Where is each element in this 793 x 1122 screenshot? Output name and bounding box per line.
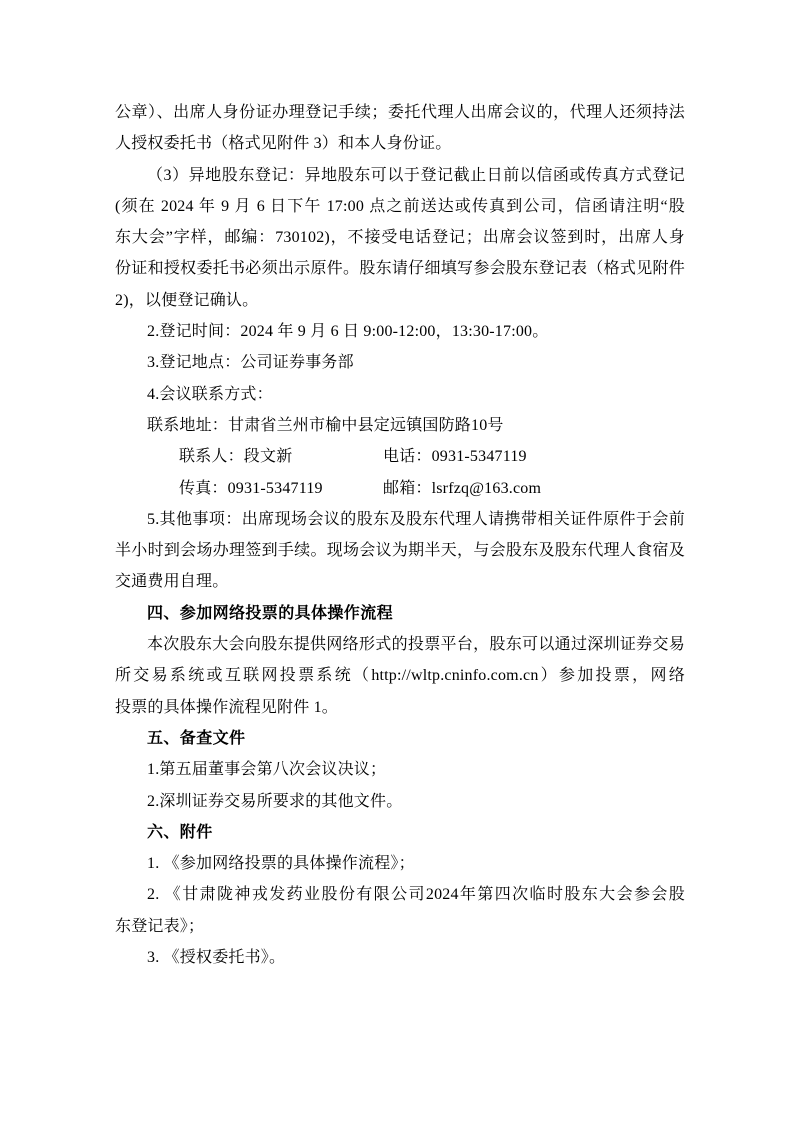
text-line: 1. 《参加网络投票的具体操作流程》；	[147, 855, 415, 873]
text-line: 3.登记地点：公司证券事务部	[147, 354, 354, 372]
text-line	[115, 441, 685, 472]
text-line	[115, 473, 685, 504]
text-line: 1.第五届董事会第八次会议决议；	[147, 761, 387, 779]
section-heading: 六、附件	[147, 823, 213, 841]
contact-field-left: 传真：0931-5347119	[179, 479, 323, 497]
section-heading: 五、备查文件	[147, 729, 246, 747]
text-line: 2.深圳证券交易所要求的其他文件。	[147, 792, 403, 810]
section-heading: 四、参加网络投票的具体操作流程	[147, 604, 394, 622]
contact-field-left: 联系人：段文新	[179, 448, 293, 466]
text-line: 3. 《授权委托书》。	[147, 949, 286, 967]
text-line: （3）异地股东登记：异地股东可以于登记截止日前以信函或传真方式登记	[147, 166, 685, 184]
text-line: 东登记表》；	[115, 917, 205, 935]
text-line: 投票的具体操作流程见附件 1。	[115, 698, 339, 716]
text-line: 公章）、出席人身份证办理登记手续；委托代理人出席会议的，代理人还须持法	[115, 104, 685, 121]
text-line: 东大会”字样，邮编：730102)，不接受电话登记；出席会议签到时，出席人身	[115, 229, 685, 247]
contact-field-right: 电话：0931-5347119	[383, 448, 527, 466]
contact-field-right: 邮箱：lsrfzq@163.com	[383, 479, 542, 497]
text-line: 所交易系统或互联网投票系统（http://wltp.cninfo.com.cn）参加投票，网络	[115, 667, 685, 685]
text-line: (须在 2024 年 9 月 6 日下午 17:00 点之前送达或传真到公司，信函请注明“股	[115, 197, 685, 215]
text-line: 2. 《甘肃陇神戎发药业股份有限公司2024年第四次临时股东大会参会股	[147, 886, 685, 904]
text-line: 2.登记时间：2024 年 9 月 6 日 9:00-12:00，13:30-17:00。	[147, 323, 549, 341]
text-line: 半小时到会场办理签到手续。现场会议为期半天，与会股东及股东代理人食宿及	[115, 542, 685, 560]
text-line: 份证和授权委托书必须出示原件。股东请仔细填写参会股东登记表（格式见附件	[115, 260, 685, 278]
text-line: 联系地址：甘肃省兰州市榆中县定远镇国防路10号	[147, 416, 504, 434]
text-line: 4.会议联系方式：	[147, 385, 273, 403]
text-line: 本次股东大会向股东提供网络形式的投票平台，股东可以通过深圳证券交易	[147, 636, 685, 654]
text-line: 5.其他事项：出席现场会议的股东及股东代理人请携带相关证件原件于会前	[147, 510, 685, 528]
text-line: 交通费用自理。	[115, 573, 229, 591]
text-line: 2)，以便登记确认。	[115, 291, 259, 309]
text-line: 人授权委托书（格式见附件 3）和本人身份证。	[115, 135, 452, 153]
document-content	[115, 97, 685, 973]
